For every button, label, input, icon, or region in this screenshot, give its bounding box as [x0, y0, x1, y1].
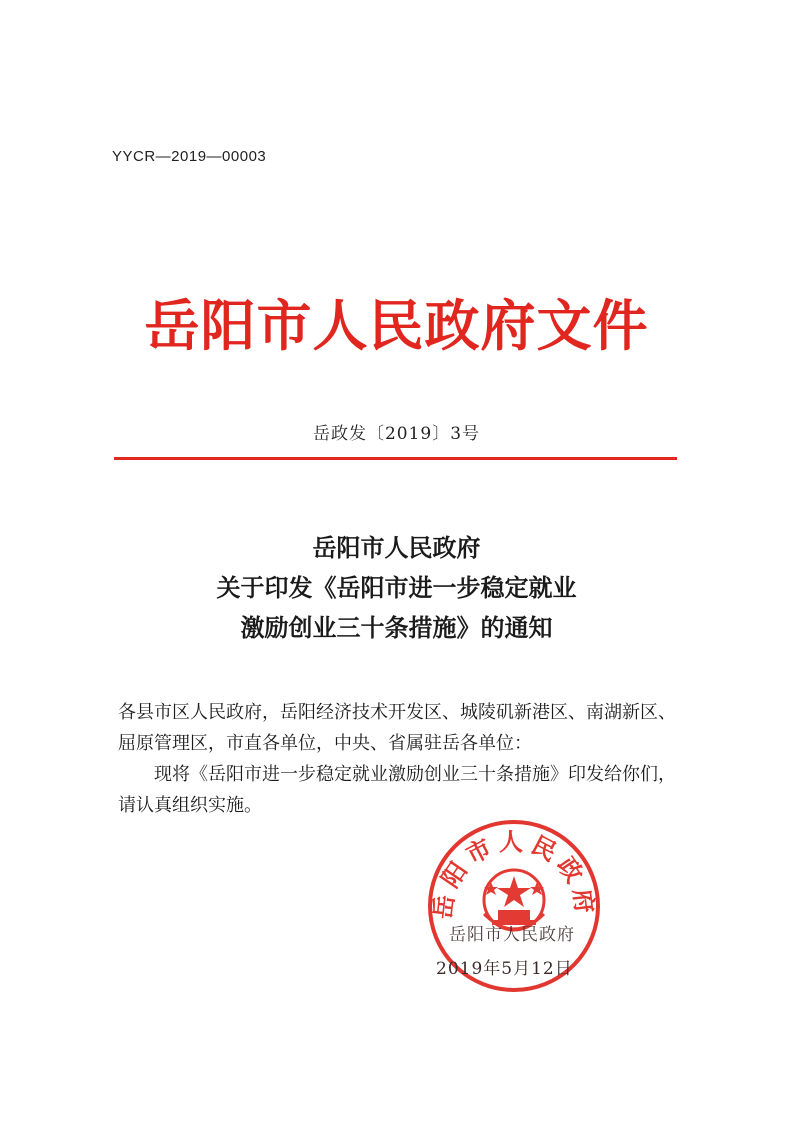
- addressee-paragraph: 各县市区人民政府，岳阳经济技术开发区、城陵矶新港区、南湖新区、屈原管理区，市直各单位，中央、省属驻岳各单位：: [118, 702, 676, 754]
- issuer-signature: 岳阳市人民政府: [449, 925, 575, 945]
- document-number: 岳政发〔2019〕3号: [312, 424, 481, 444]
- document-code: YYCR—2019—00003: [112, 148, 267, 165]
- notice-body: [118, 697, 678, 821]
- red-divider-line: [114, 457, 677, 460]
- seal-text: 岳阳市人民政府: [428, 828, 600, 921]
- masthead-title: 岳阳市人民政府文件: [144, 294, 649, 358]
- content-paragraph: 现将《岳阳市进一步稳定就业激励创业三十条措施》印发给你们，请认真组织实施。: [118, 764, 676, 816]
- title-line-1: 岳阳市人民政府: [312, 534, 481, 562]
- issue-date: 2019年5月12日: [436, 959, 573, 979]
- title-line-3: 激励创业三十条措施》的通知: [240, 614, 553, 642]
- notice-title: [0, 528, 793, 648]
- svg-text:岳阳市人民政府: [429, 828, 599, 920]
- title-line-2: 关于印发《岳阳市进一步稳定就业: [216, 574, 577, 602]
